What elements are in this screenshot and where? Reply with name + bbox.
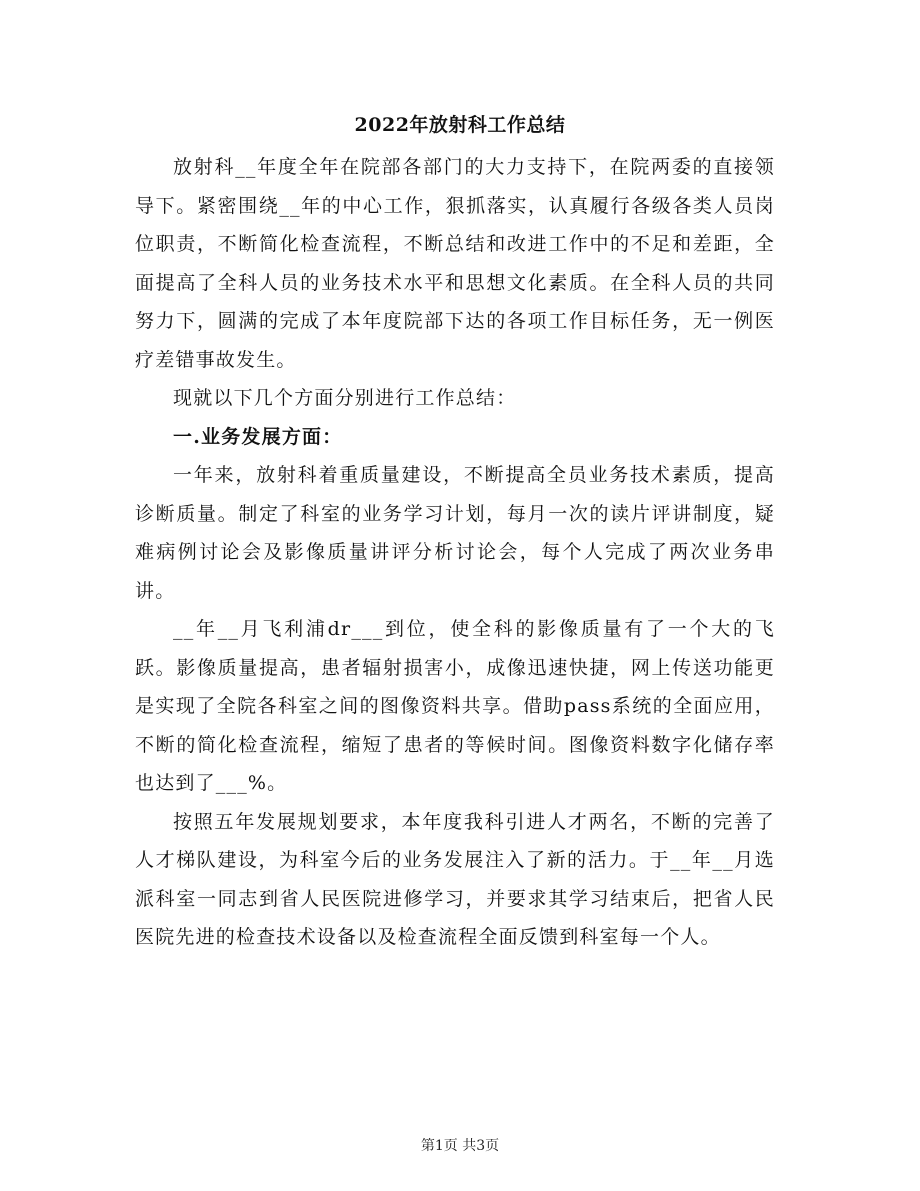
- paragraph-summary-lead: 现就以下几个方面分别进行工作总结：: [173, 387, 517, 409]
- paragraph-talent: 按照五年发展规划要求，本年度我科引进人才两名，不断的完善了人才梯队建设，为科室今后的业务发展注入了新的活力。于__年__月选派科室一同志到省人民医院进修学习，并要求其学习结束后，把省人民医院先进的检查技术设备以及检查流程全面反馈到科室每一个人。: [135, 810, 775, 948]
- paragraph-equipment: __年__月飞利浦dr___到位，使全科的影像质量有了一个大的飞跃。影像质量提高，患者辐射损害小，成像迅速快捷，网上传送功能更是实现了全院各科室之间的图像资料共享。借助pass系统的全面应用，不断的简化检查流程，缩短了患者的等候时间。图像资料数字化储存率也达到了___%。: [135, 618, 775, 794]
- document-title: 2022年放射科工作总结: [354, 114, 566, 136]
- document-body: [135, 148, 775, 957]
- section-heading-business: 一.业务发展方面：: [173, 425, 343, 448]
- paragraph-quality: 一年来，放射科着重质量建设，不断提高全员业务技术素质，提高诊断质量。制定了科室的业务学习计划，每月一次的读片评讲制度，疑难病例讨论会及影像质量讲评分析讨论会，每个人完成了两次业务串讲。: [135, 464, 775, 602]
- page-number: 第1页 共3页: [420, 1138, 500, 1154]
- paragraph-intro: 放射科__年度全年在院部各部门的大力支持下，在院两委的直接领导下。紧密围绕__年的中心工作，狠抓落实，认真履行各级各类人员岗位职责，不断简化检查流程，不断总结和改进工作中的不足和差距，全面提高了全科人员的业务技术水平和思想文化素质。在全科人员的共同努力下，圆满的完成了本年度院部下达的各项工作目标任务，无一例医疗差错事故发生。: [135, 156, 775, 371]
